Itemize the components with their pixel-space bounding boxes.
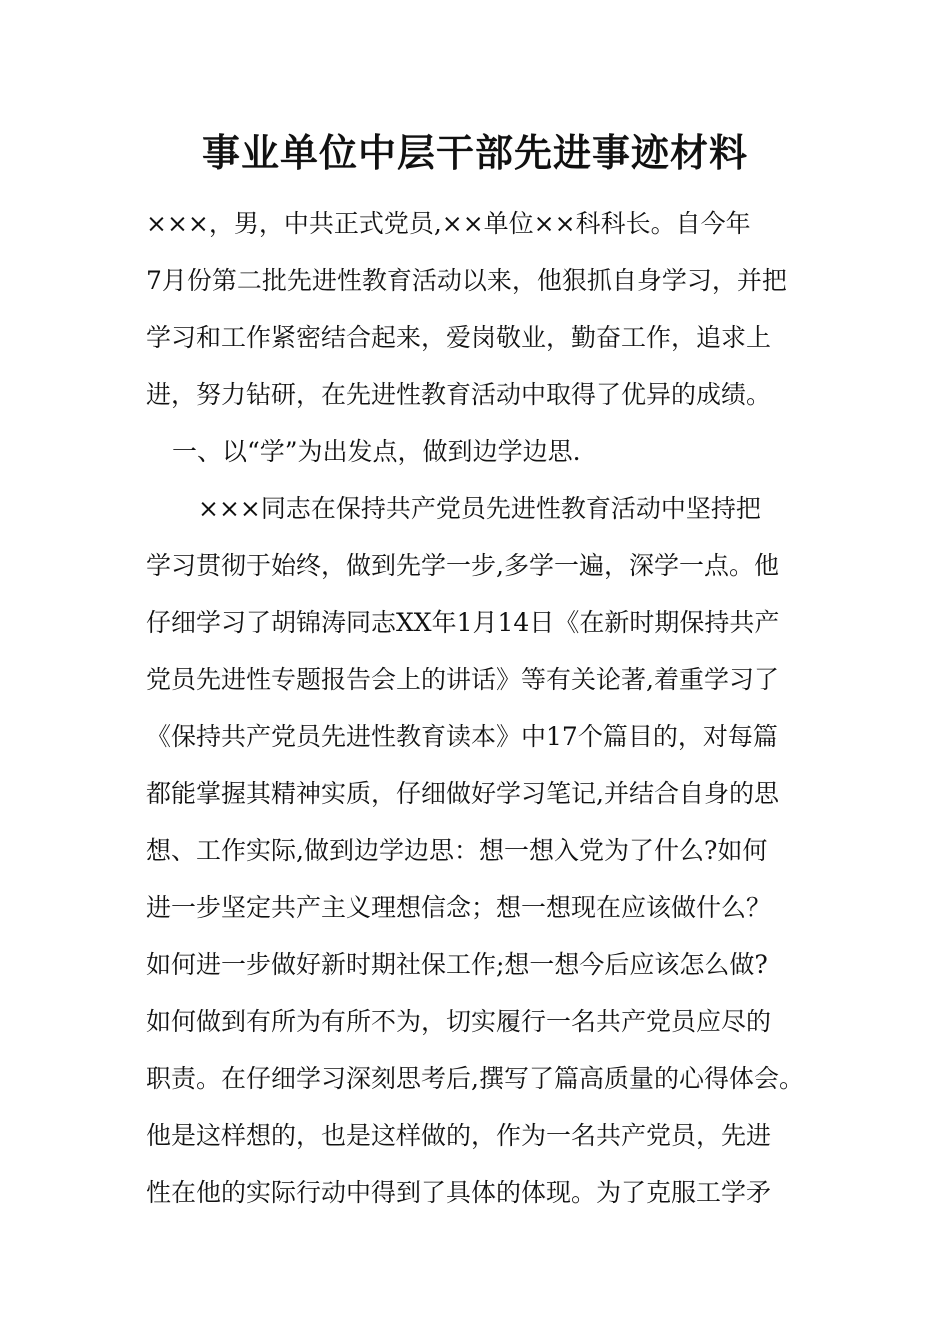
paragraph-line: 如何做到有所为有所不为，切实履行一名共产党员应尽的 (146, 1007, 772, 1036)
section-heading: 一、以“学”为出发点，做到边学边思. (172, 437, 581, 466)
paragraph-line: 性在他的实际行动中得到了具体的体现。为了克服工学矛 (146, 1178, 772, 1207)
document-title: 事业单位中层干部先进事迹材料 (201, 130, 748, 175)
paragraph-line: 仔细学习了胡锦涛同志XX年1月14日《在新时期保持共产 (146, 608, 780, 637)
paragraph-line: 7月份第二批先进性教育活动以来，他狠抓自身学习，并把 (146, 266, 787, 295)
paragraph-line: 想、工作实际,做到边学边思：想一想入党为了什么?如何 (146, 836, 768, 865)
paragraph-line: ×××同志在保持共产党员先进性教育活动中坚持把 (198, 494, 761, 523)
paragraph-line: 学习贯彻于始终，做到先学一步,多学一遍，深学一点。他 (146, 551, 779, 580)
paragraph-line: 职责。在仔细学习深刻思考后,撰写了篇高质量的心得体会。 (146, 1064, 804, 1093)
paragraph-line: 党员先进性专题报告会上的讲话》等有关论著,着重学习了 (146, 665, 779, 694)
paragraph-line: 进一步坚定共产主义理想信念；想一想现在应该做什么？ (146, 893, 772, 922)
paragraph-line: 进，努力钻研，在先进性教育活动中取得了优异的成绩。 (146, 380, 772, 409)
paragraph-line: 如何进一步做好新时期社保工作;想一想今后应该怎么做? (146, 950, 768, 979)
paragraph-line: ×××，男，中共正式党员,××单位××科科长。自今年 (146, 209, 751, 238)
paragraph-line: 《保持共产党员先进性教育读本》中17个篇目的，对每篇 (146, 722, 778, 751)
paragraph-line: 都能掌握其精神实质，仔细做好学习笔记,并结合自身的思 (146, 779, 779, 808)
paragraph-line: 学习和工作紧密结合起来，爱岗敬业，勤奋工作，追求上 (146, 323, 772, 352)
paragraph-line: 他是这样想的，也是这样做的，作为一名共产党员，先进 (146, 1121, 772, 1150)
